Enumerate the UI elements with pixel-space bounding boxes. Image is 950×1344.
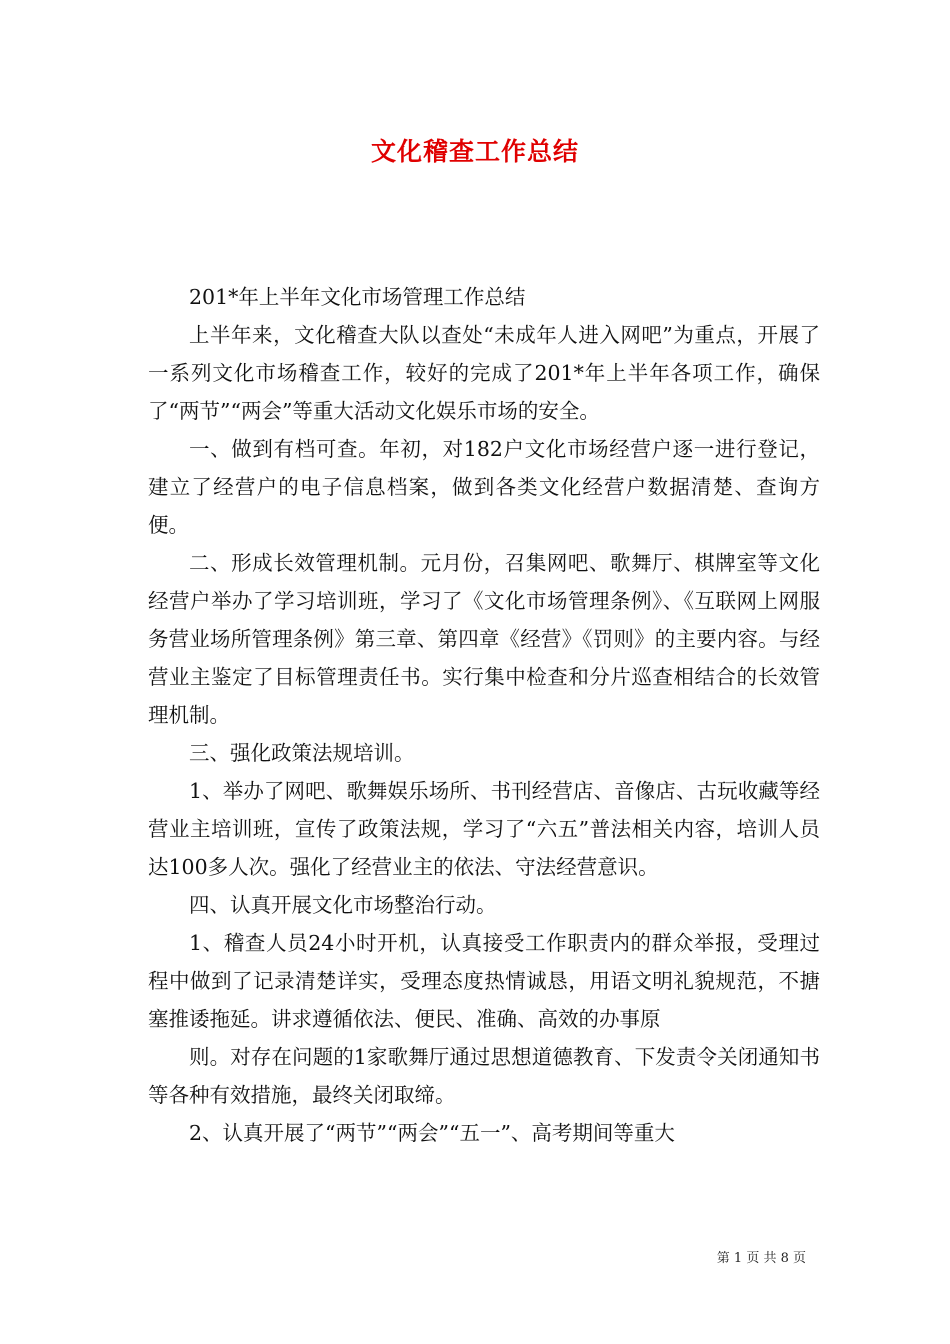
- document-title: 文化稽查工作总结: [370, 137, 579, 166]
- paragraph-section-4-item-2: 2、认真开展了“两节”“两会”“五一”、高考期间等重大: [189, 1121, 675, 1145]
- document-body: [148, 278, 820, 1152]
- paragraph-subtitle: 201*年上半年文化市场管理工作总结: [189, 285, 526, 309]
- paragraph-section-3-item-1: 1、举办了网吧、歌舞娱乐场所、书刊经营店、音像店、古玩收藏等经营业主培训班，宣传了政策法规，学习了“六五”普法相关内容，培训人员达100多人次。强化了经营业主的依法、守法经营意识。: [148, 779, 820, 879]
- paragraph-intro: 上半年来，文化稽查大队以查处“未成年人进入网吧”为重点，开展了一系列文化市场稽查工作，较好的完成了201*年上半年各项工作，确保了“两节”“两会”等重大活动文化娱乐市场的安全。: [148, 323, 820, 423]
- page-number-footer: 第 1 页 共 8 页: [716, 1251, 806, 1266]
- paragraph-section-4-item-1: 1、稽查人员24小时开机，认真接受工作职责内的群众举报，受理过程中做到了记录清楚详实，受理态度热情诚恳，用语文明礼貌规范，不搪塞推诿拖延。讲求遵循依法、便民、准确、高效的办事原: [148, 931, 820, 1031]
- paragraph-section-3-heading: 三、强化政策法规培训。: [189, 741, 415, 765]
- paragraph-section-4-item-1-cont: 则。对存在问题的1家歌舞厅通过思想道德教育、下发责令关闭通知书等各种有效措施，最终关闭取缔。: [148, 1045, 820, 1107]
- paragraph-section-1: 一、做到有档可查。年初，对182户文化市场经营户逐一进行登记，建立了经营户的电子信息档案，做到各类文化经营户数据清楚、查询方便。: [148, 437, 820, 537]
- paragraph-section-2: 二、形成长效管理机制。元月份，召集网吧、歌舞厅、棋牌室等文化经营户举办了学习培训班，学习了《文化市场管理条例》、《互联网上网服务营业场所管理条例》第三章、第四章《经营》《罚则》的主要内容。与经营业主鉴定了目标管理责任书。实行集中检查和分片巡查相结合的长效管理机制。: [148, 551, 820, 727]
- paragraph-section-4-heading: 四、认真开展文化市场整治行动。: [189, 893, 497, 917]
